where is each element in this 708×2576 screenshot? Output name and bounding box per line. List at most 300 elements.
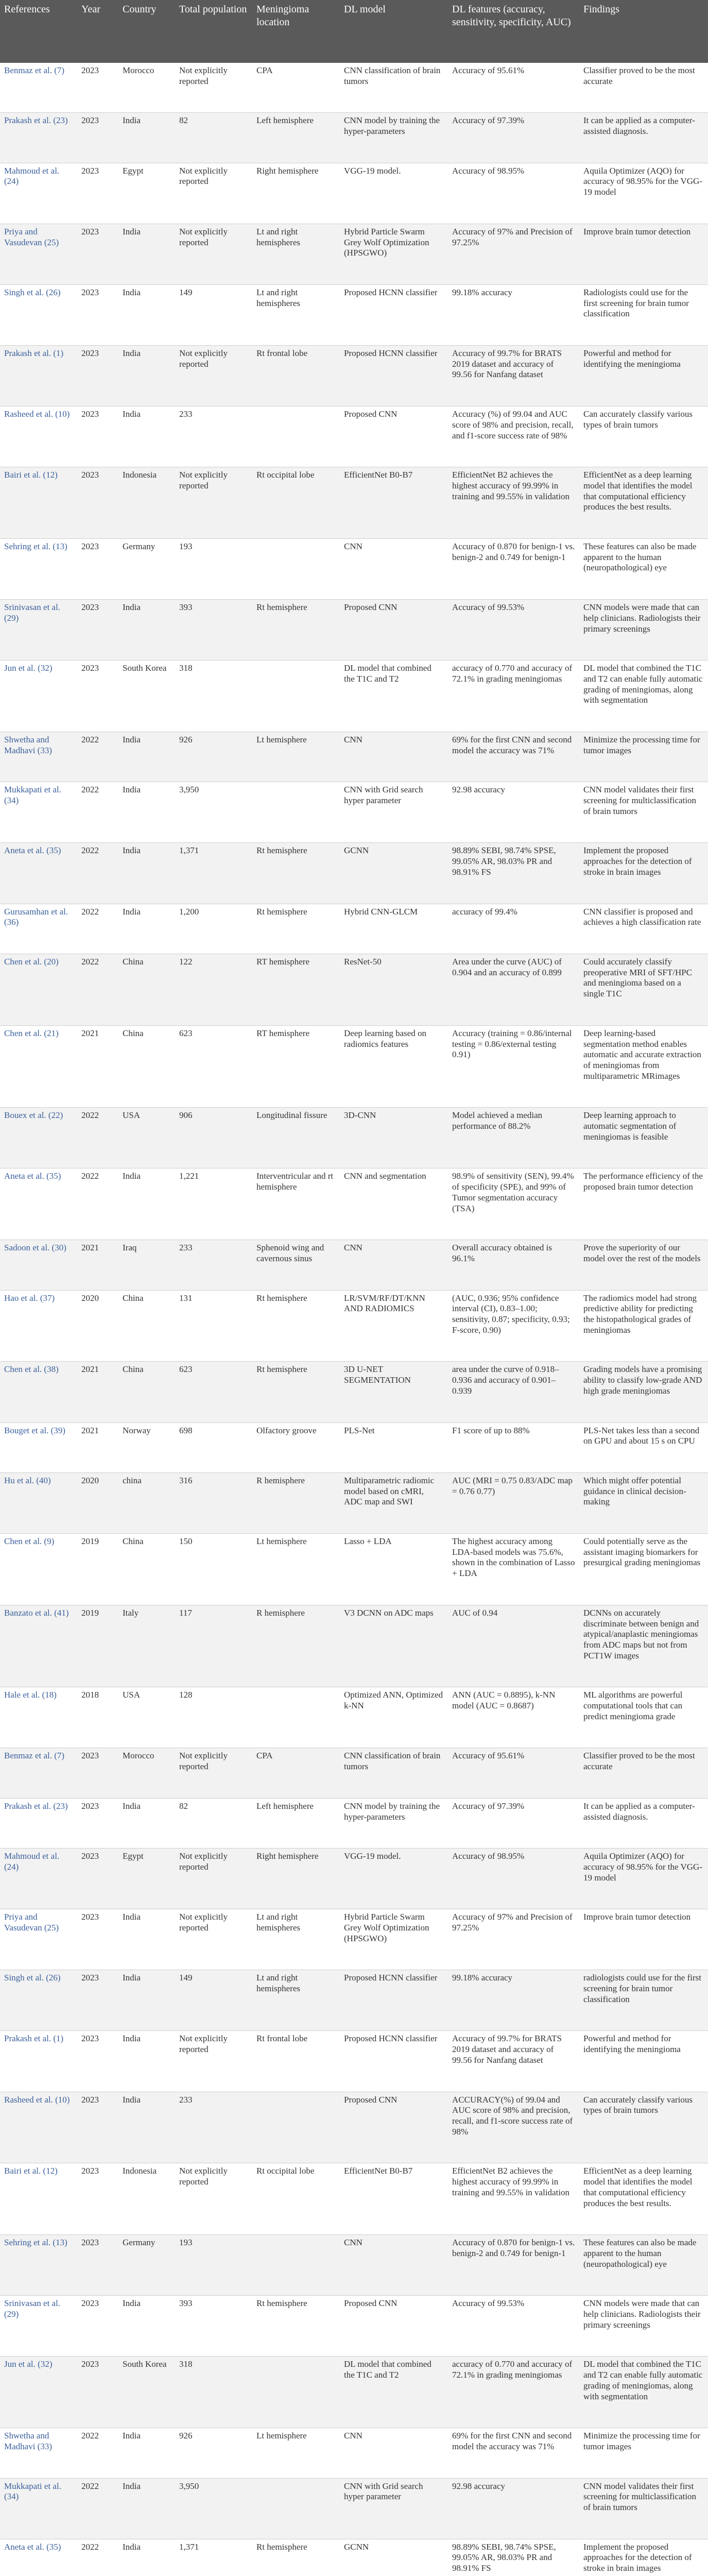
cell-dl-features: 98.9% of sensitivity (SEN), 99.4% of specificity (SPE), and 99% of Tumor segmentation accuracy (TSA) (448, 1168, 579, 1240)
table-row (0, 1533, 708, 1605)
cell-country: China (118, 1533, 175, 1605)
cell-country: China (118, 954, 175, 1025)
cell-country: Germany (118, 2235, 175, 2296)
table-row (0, 1108, 708, 1168)
cell-dl-features: EfficientNet B2 achieves the highest accuracy of 99.99% in training and 99.55% in validation (448, 2163, 579, 2235)
cell-meningioma-location: R hemisphere (252, 1472, 340, 1533)
cell-year: 2020 (77, 1290, 118, 1362)
header-year: Year (77, 0, 118, 63)
cell-meningioma-location (252, 782, 340, 843)
cell-year: 2023 (77, 1909, 118, 1970)
cell-country: Egypt (118, 1849, 175, 1909)
cell-year: 2023 (77, 163, 118, 224)
table-row (0, 732, 708, 782)
cell-year: 2021 (77, 1422, 118, 1472)
cell-country: Norway (118, 1422, 175, 1472)
cell-country: USA (118, 1687, 175, 1748)
cell-meningioma-location: Rt hemisphere (252, 1362, 340, 1422)
cell-total-population: 1,221 (175, 1168, 252, 1240)
table-row (0, 1909, 708, 1970)
cell-findings: CNN model validates their first screening for multiclassification of brain tumors (579, 2478, 708, 2539)
cell-findings: Powerful and method for identifying the meningioma (579, 2031, 708, 2092)
cell-meningioma-location: Rt occipital lobe (252, 2163, 340, 2235)
cell-year: 2023 (77, 224, 118, 284)
cell-reference: Hao et al. (37) (0, 1290, 77, 1362)
cell-dl-features: Accuracy of 97.39% (448, 113, 579, 163)
cell-total-population: 233 (175, 2092, 252, 2163)
cell-findings: Classifier proved to be the most accurate (579, 1748, 708, 1798)
cell-country: South Korea (118, 2357, 175, 2428)
cell-dl-features: Overall accuracy obtained is 96.1% (448, 1240, 579, 1290)
cell-total-population: 906 (175, 1108, 252, 1168)
cell-total-population: 122 (175, 954, 252, 1025)
cell-dl-model: Lasso + LDA (340, 1533, 448, 1605)
cell-dl-model: CNN and segmentation (340, 1168, 448, 1240)
cell-year: 2023 (77, 660, 118, 732)
cell-reference: Bairi et al. (12) (0, 467, 77, 539)
cell-total-population: Not explicitly reported (175, 2031, 252, 2092)
cell-total-population: 128 (175, 1687, 252, 1748)
table-row (0, 1687, 708, 1748)
cell-meningioma-location (252, 406, 340, 467)
cell-reference: Priya and Vasudevan (25) (0, 1909, 77, 1970)
cell-reference: Priya and Vasudevan (25) (0, 224, 77, 284)
cell-dl-features: Accuracy of 0.870 for benign-1 vs. benign-2 and 0.749 for benign-1 (448, 2235, 579, 2296)
cell-total-population: 3,950 (175, 782, 252, 843)
cell-year: 2022 (77, 1168, 118, 1240)
cell-total-population: Not explicitly reported (175, 224, 252, 284)
cell-total-population: 193 (175, 539, 252, 600)
cell-dl-features: 98.89% SEBI, 98.74% SPSE, 99.05% AR, 98.03% PR and 98.91% FS (448, 843, 579, 904)
cell-total-population: 131 (175, 1290, 252, 1362)
cell-dl-model: Hybrid CNN-GLCM (340, 904, 448, 954)
table-row (0, 1798, 708, 1848)
cell-dl-features: F1 score of up to 88% (448, 1422, 579, 1472)
cell-dl-features: 69% for the first CNN and second model the accuracy was 71% (448, 732, 579, 782)
cell-findings: PLS-Net takes less than a second on GPU and about 15 s on CPU (579, 1422, 708, 1472)
cell-dl-model: CNN model by training the hyper-parameters (340, 113, 448, 163)
cell-dl-model: LR/SVM/RF/DT/KNN AND RADIOMICS (340, 1290, 448, 1362)
cell-dl-features: 92.98 accuracy (448, 782, 579, 843)
table-row (0, 782, 708, 843)
cell-meningioma-location: Rt occipital lobe (252, 467, 340, 539)
table-row (0, 2428, 708, 2478)
cell-dl-features: Accuracy of 99.53% (448, 2296, 579, 2357)
cell-meningioma-location: Rt hemisphere (252, 2296, 340, 2357)
cell-meningioma-location: Right hemisphere (252, 1849, 340, 1909)
cell-reference: Banzato et al. (41) (0, 1605, 77, 1687)
cell-findings: It can be applied as a computer-assisted diagnosis. (579, 113, 708, 163)
cell-meningioma-location: RT hemisphere (252, 954, 340, 1025)
cell-meningioma-location: Lt and right hemispheres (252, 224, 340, 284)
cell-country: Morocco (118, 1748, 175, 1798)
cell-dl-features: Accuracy of 98.95% (448, 1849, 579, 1909)
cell-total-population: 318 (175, 660, 252, 732)
cell-year: 2019 (77, 1605, 118, 1687)
table-row (0, 2357, 708, 2428)
table-row (0, 1025, 708, 1108)
cell-dl-features: AUC (MRI = 0.75 0.83/ADC map = 0.76 0.77) (448, 1472, 579, 1533)
cell-dl-features: (AUC, 0.936; 95% confidence interval (CI), 0.83–1.00; sensitivity, 0.87; specificity, 0.93; F-score, 0.90) (448, 1290, 579, 1362)
cell-reference: Prakash et al. (23) (0, 113, 77, 163)
cell-country: China (118, 1362, 175, 1422)
cell-meningioma-location (252, 660, 340, 732)
cell-reference: Mahmoud et al. (24) (0, 163, 77, 224)
cell-findings: These features can also be made apparent to the human (neuropathological) eye (579, 539, 708, 600)
cell-total-population: Not explicitly reported (175, 346, 252, 406)
table-row (0, 2296, 708, 2357)
cell-findings: radiologists could use for the first screening for brain tumor classification (579, 1970, 708, 2031)
cell-meningioma-location: Rt hemisphere (252, 2539, 340, 2576)
header-total-population: Total population (175, 0, 252, 63)
cell-year: 2019 (77, 1533, 118, 1605)
cell-reference: Rasheed et al. (10) (0, 406, 77, 467)
cell-country: India (118, 904, 175, 954)
cell-findings: Classifier proved to be the most accurate (579, 63, 708, 113)
cell-reference: Jun et al. (32) (0, 2357, 77, 2428)
cell-reference: Chen et al. (21) (0, 1025, 77, 1108)
cell-findings: Deep learning-based segmentation method enables automatic and accurate extraction of meningiomas from multiparametric MRimages (579, 1025, 708, 1108)
table-row (0, 1748, 708, 1798)
cell-meningioma-location: Rt hemisphere (252, 600, 340, 660)
cell-dl-features: Model achieved a median performance of 88.2% (448, 1108, 579, 1168)
cell-dl-model: Optimized ANN, Optimized k-NN (340, 1687, 448, 1748)
cell-reference: Gurusamhan et al. (36) (0, 904, 77, 954)
cell-reference: Chen et al. (38) (0, 1362, 77, 1422)
cell-dl-model: CNN classification of brain tumors (340, 63, 448, 113)
cell-dl-features: 92.98 accuracy (448, 2478, 579, 2539)
cell-meningioma-location (252, 2092, 340, 2163)
cell-total-population: 193 (175, 2235, 252, 2296)
cell-dl-features: Accuracy of 0.870 for benign-1 vs. benign-2 and 0.749 for benign-1 (448, 539, 579, 600)
cell-meningioma-location: Left hemisphere (252, 113, 340, 163)
cell-total-population: 623 (175, 1025, 252, 1108)
table-row (0, 346, 708, 406)
cell-reference: Aneta et al. (35) (0, 843, 77, 904)
table-row (0, 2235, 708, 2296)
cell-dl-model: DL model that combined the T1C and T2 (340, 660, 448, 732)
cell-findings: Can accurately classify various types of brain tumors (579, 2092, 708, 2163)
cell-meningioma-location: R hemisphere (252, 1605, 340, 1687)
cell-country: India (118, 843, 175, 904)
cell-year: 2021 (77, 1025, 118, 1108)
cell-meningioma-location: Left hemisphere (252, 1798, 340, 1848)
cell-findings: ML algorithms are powerful computational tools that can predict meningioma grade (579, 1687, 708, 1748)
cell-year: 2023 (77, 1798, 118, 1848)
cell-findings: Minimize the processing time for tumor images (579, 2428, 708, 2478)
cell-year: 2021 (77, 1362, 118, 1422)
cell-findings: Aquila Optimizer (AQO) for accuracy of 98.95% for the VGG-19 model (579, 1849, 708, 1909)
table-row (0, 2478, 708, 2539)
cell-year: 2023 (77, 2357, 118, 2428)
cell-meningioma-location: Rt frontal lobe (252, 2031, 340, 2092)
table-header (0, 0, 708, 63)
cell-country: Italy (118, 1605, 175, 1687)
cell-total-population: 393 (175, 2296, 252, 2357)
cell-meningioma-location: Rt hemisphere (252, 843, 340, 904)
table-row (0, 406, 708, 467)
cell-findings: EfficientNet as a deep learning model that identifies the model that computational efficiency produces the best results. (579, 467, 708, 539)
cell-findings: EfficientNet as a deep learning model that identifies the model that computational efficiency produces the best results. (579, 2163, 708, 2235)
cell-year: 2023 (77, 406, 118, 467)
cell-total-population: Not explicitly reported (175, 163, 252, 224)
cell-dl-features: 69% for the first CNN and second model the accuracy was 71% (448, 2428, 579, 2478)
cell-dl-model: Proposed HCNN classifier (340, 1970, 448, 2031)
cell-dl-model: CNN (340, 2428, 448, 2478)
cell-reference: Chen et al. (20) (0, 954, 77, 1025)
cell-dl-model: 3D-CNN (340, 1108, 448, 1168)
cell-year: 2022 (77, 732, 118, 782)
cell-dl-model: Multiparametric radiomic model based on cMRI, ADC map and SWI (340, 1472, 448, 1533)
header-dl-model: DL model (340, 0, 448, 63)
table-row (0, 113, 708, 163)
cell-meningioma-location: Rt frontal lobe (252, 346, 340, 406)
cell-country: India (118, 346, 175, 406)
cell-country: India (118, 2296, 175, 2357)
cell-total-population: 698 (175, 1422, 252, 1472)
cell-meningioma-location (252, 1687, 340, 1748)
table-row (0, 2539, 708, 2576)
cell-dl-model: Hybrid Particle Swarm Grey Wolf Optimization (HPSGWO) (340, 1909, 448, 1970)
cell-country: India (118, 782, 175, 843)
cell-dl-features: accuracy of 0.770 and accuracy of 72.1% in grading meningiomas (448, 660, 579, 732)
cell-reference: Aneta et al. (35) (0, 2539, 77, 2576)
cell-meningioma-location: CPA (252, 63, 340, 113)
cell-country: India (118, 2092, 175, 2163)
cell-findings: Could accurately classify preoperative MRI of SFT/HPC and meningioma based on a single T1C (579, 954, 708, 1025)
cell-dl-features: EfficientNet B2 achieves the highest accuracy of 99.99% in training and 99.55% in validation (448, 467, 579, 539)
cell-meningioma-location: Rt hemisphere (252, 1290, 340, 1362)
cell-dl-model: CNN (340, 2235, 448, 2296)
cell-meningioma-location (252, 539, 340, 600)
cell-country: India (118, 732, 175, 782)
cell-reference: Sehring et al. (13) (0, 539, 77, 600)
cell-reference: Shwetha and Madhavi (33) (0, 732, 77, 782)
cell-year: 2023 (77, 63, 118, 113)
cell-findings: Radiologists could use for the first screening for brain tumor classification (579, 284, 708, 345)
cell-country: Egypt (118, 163, 175, 224)
cell-meningioma-location (252, 2478, 340, 2539)
cell-meningioma-location: Lt hemisphere (252, 1533, 340, 1605)
cell-findings: Could potentially serve as the assistant imaging biomarkers for presurgical grading meningiomas (579, 1533, 708, 1605)
table-row (0, 63, 708, 113)
cell-total-population: Not explicitly reported (175, 1909, 252, 1970)
cell-findings: Improve brain tumor detection (579, 1909, 708, 1970)
cell-dl-model: Proposed HCNN classifier (340, 2031, 448, 2092)
cell-reference: Srinivasan et al. (29) (0, 600, 77, 660)
cell-dl-model: Proposed CNN (340, 406, 448, 467)
cell-dl-features: accuracy of 0.770 and accuracy of 72.1% in grading meningiomas (448, 2357, 579, 2428)
table-row (0, 843, 708, 904)
cell-year: 2023 (77, 2235, 118, 2296)
cell-findings: CNN models were made that can help clinicians. Radiologists their primary screenings (579, 2296, 708, 2357)
cell-country: India (118, 1970, 175, 2031)
cell-year: 2023 (77, 113, 118, 163)
cell-total-population: Not explicitly reported (175, 63, 252, 113)
cell-year: 2023 (77, 600, 118, 660)
cell-dl-features: The highest accuracy among LDA-based models was 75.6%, shown in the combination of Lasso + LDA (448, 1533, 579, 1605)
cell-meningioma-location: Lt and right hemispheres (252, 1909, 340, 1970)
cell-reference: Hu et al. (40) (0, 1472, 77, 1533)
cell-findings: CNN model validates their first screening for multiclassification of brain tumors (579, 782, 708, 843)
cell-findings: Aquila Optimizer (AQO) for accuracy of 98.95% for the VGG-19 model (579, 163, 708, 224)
cell-year: 2023 (77, 539, 118, 600)
cell-year: 2023 (77, 284, 118, 345)
cell-findings: Deep learning approach to automatic segmentation of meningiomas is feasible (579, 1108, 708, 1168)
header-findings: Findings (579, 0, 708, 63)
cell-year: 2022 (77, 843, 118, 904)
cell-dl-features: Accuracy of 97% and Precision of 97.25% (448, 224, 579, 284)
cell-findings: Improve brain tumor detection (579, 224, 708, 284)
cell-dl-features: Accuracy of 99.7% for BRATS 2019 dataset and accuracy of 99.56 for Nanfang dataset (448, 346, 579, 406)
cell-reference: Hale et al. (18) (0, 1687, 77, 1748)
cell-year: 2022 (77, 904, 118, 954)
cell-dl-model: Proposed CNN (340, 2296, 448, 2357)
cell-meningioma-location: RT hemisphere (252, 1025, 340, 1108)
cell-year: 2022 (77, 2428, 118, 2478)
cell-country: Indonesia (118, 2163, 175, 2235)
cell-total-population: 316 (175, 1472, 252, 1533)
cell-total-population: 1,200 (175, 904, 252, 954)
cell-dl-features: Accuracy of 98.95% (448, 163, 579, 224)
table-row (0, 1472, 708, 1533)
cell-findings: DL model that combined the T1C and T2 can enable fully automatic grading of meningiomas, along with segmentation (579, 2357, 708, 2428)
cell-dl-model: GCNN (340, 2539, 448, 2576)
cell-total-population: 117 (175, 1605, 252, 1687)
cell-year: 2020 (77, 1472, 118, 1533)
cell-findings: Implement the proposed approaches for the detection of stroke in brain images (579, 2539, 708, 2576)
cell-country: Morocco (118, 63, 175, 113)
cell-findings: CNN models were made that can help clinicians. Radiologists their primary screenings (579, 600, 708, 660)
cell-reference: Sadoon et al. (30) (0, 1240, 77, 1290)
cell-findings: Prove the superiority of our model over the rest of the models (579, 1240, 708, 1290)
cell-dl-model: Proposed HCNN classifier (340, 284, 448, 345)
cell-year: 2023 (77, 1849, 118, 1909)
table-row (0, 1240, 708, 1290)
cell-total-population: 318 (175, 2357, 252, 2428)
cell-reference: Bouget et al. (39) (0, 1422, 77, 1472)
cell-reference: Rasheed et al. (10) (0, 2092, 77, 2163)
cell-meningioma-location: CPA (252, 1748, 340, 1798)
cell-reference: Prakash et al. (1) (0, 346, 77, 406)
table-row (0, 1849, 708, 1909)
cell-dl-model: CNN (340, 1240, 448, 1290)
cell-country: USA (118, 1108, 175, 1168)
cell-year: 2023 (77, 346, 118, 406)
header-country: Country (118, 0, 175, 63)
cell-total-population: 233 (175, 1240, 252, 1290)
cell-year: 2023 (77, 467, 118, 539)
cell-findings: DCNNs on accurately discriminate between benign and atypical/anaplastic meningiomas from ADC maps but not from PCT1W images (579, 1605, 708, 1687)
cell-dl-model: V3 DCNN on ADC maps (340, 1605, 448, 1687)
cell-dl-model: Deep learning based on radiomics features (340, 1025, 448, 1108)
cell-dl-features: 99.18% accuracy (448, 1970, 579, 2031)
cell-country: Indonesia (118, 467, 175, 539)
cell-dl-model: DL model that combined the T1C and T2 (340, 2357, 448, 2428)
cell-findings: Can accurately classify various types of brain tumors (579, 406, 708, 467)
cell-reference: Srinivasan et al. (29) (0, 2296, 77, 2357)
cell-meningioma-location (252, 2357, 340, 2428)
cell-reference: Chen et al. (9) (0, 1533, 77, 1605)
cell-dl-model: CNN with Grid search hyper parameter (340, 2478, 448, 2539)
cell-year: 2023 (77, 2296, 118, 2357)
cell-reference: Singh et al. (26) (0, 1970, 77, 2031)
cell-country: South Korea (118, 660, 175, 732)
table-row (0, 660, 708, 732)
table-row (0, 1362, 708, 1422)
cell-country: Germany (118, 539, 175, 600)
cell-dl-features: Accuracy of 95.61% (448, 63, 579, 113)
cell-findings: Grading models have a promising ability to classify low-grade AND high grade meningiomas (579, 1362, 708, 1422)
cell-meningioma-location: Sphenoid wing and cavernous sinus (252, 1240, 340, 1290)
cell-reference: Mukkapati et al. (34) (0, 2478, 77, 2539)
cell-dl-features: 99.18% accuracy (448, 284, 579, 345)
header-dl-features: DL features (accuracy, sensitivity, specificity, AUC) (448, 0, 579, 63)
cell-dl-features: Accuracy of 95.61% (448, 1748, 579, 1798)
table-row (0, 1422, 708, 1472)
cell-dl-features: area under the curve of 0.918–0.936 and accuracy of 0.901–0.939 (448, 1362, 579, 1422)
cell-meningioma-location: Rt hemisphere (252, 904, 340, 954)
cell-total-population: 233 (175, 406, 252, 467)
cell-country: India (118, 2031, 175, 2092)
cell-total-population: Not explicitly reported (175, 467, 252, 539)
cell-total-population: 149 (175, 284, 252, 345)
cell-findings: DL model that combined the T1C and T2 can enable fully automatic grading of meningiomas, along with segmentation (579, 660, 708, 732)
cell-dl-model: ResNet-50 (340, 954, 448, 1025)
cell-meningioma-location: Lt and right hemispheres (252, 1970, 340, 2031)
cell-meningioma-location: Lt hemisphere (252, 2428, 340, 2478)
cell-year: 2023 (77, 2031, 118, 2092)
cell-country: India (118, 406, 175, 467)
cell-total-population: 926 (175, 732, 252, 782)
cell-dl-model: CNN with Grid search hyper parameter (340, 782, 448, 843)
table-row (0, 1290, 708, 1362)
cell-reference: Aneta et al. (35) (0, 1168, 77, 1240)
cell-findings: Which might offer potential guidance in clinical decision-making (579, 1472, 708, 1533)
cell-total-population: Not explicitly reported (175, 1748, 252, 1798)
cell-reference: Prakash et al. (1) (0, 2031, 77, 2092)
cell-total-population: 1,371 (175, 2539, 252, 2576)
cell-dl-model: Proposed HCNN classifier (340, 346, 448, 406)
cell-year: 2022 (77, 782, 118, 843)
cell-reference: Prakash et al. (23) (0, 1798, 77, 1848)
cell-dl-model: CNN (340, 732, 448, 782)
cell-country: India (118, 600, 175, 660)
table-row (0, 1168, 708, 1240)
cell-dl-model: GCNN (340, 843, 448, 904)
cell-year: 2022 (77, 2539, 118, 2576)
header-meningioma-location: Meningioma location (252, 0, 340, 63)
cell-reference: Jun et al. (32) (0, 660, 77, 732)
cell-meningioma-location (252, 2235, 340, 2296)
cell-meningioma-location: Lt and right hemispheres (252, 284, 340, 345)
cell-findings: CNN classifier is proposed and achieves a high classification rate (579, 904, 708, 954)
cell-dl-model: CNN classification of brain tumors (340, 1748, 448, 1798)
cell-year: 2018 (77, 1687, 118, 1748)
cell-year: 2023 (77, 2163, 118, 2235)
cell-dl-model: 3D U-NET SEGMENTATION (340, 1362, 448, 1422)
cell-meningioma-location: Interventricular and rt hemisphere (252, 1168, 340, 1240)
cell-total-population: 149 (175, 1970, 252, 2031)
cell-total-population: Not explicitly reported (175, 2163, 252, 2235)
table-row (0, 2031, 708, 2092)
cell-meningioma-location: Olfactory groove (252, 1422, 340, 1472)
cell-year: 2023 (77, 1970, 118, 2031)
cell-dl-features: Accuracy of 97% and Precision of 97.25% (448, 1909, 579, 1970)
cell-dl-features: ANN (AUC = 0.8895), k-NN model (AUC = 0.8687) (448, 1687, 579, 1748)
cell-findings: The radiomics model had strong predictive ability for predicting the histopathological grades of meningiomas (579, 1290, 708, 1362)
cell-findings: Implement the proposed approaches for the detection of stroke in brain images (579, 843, 708, 904)
